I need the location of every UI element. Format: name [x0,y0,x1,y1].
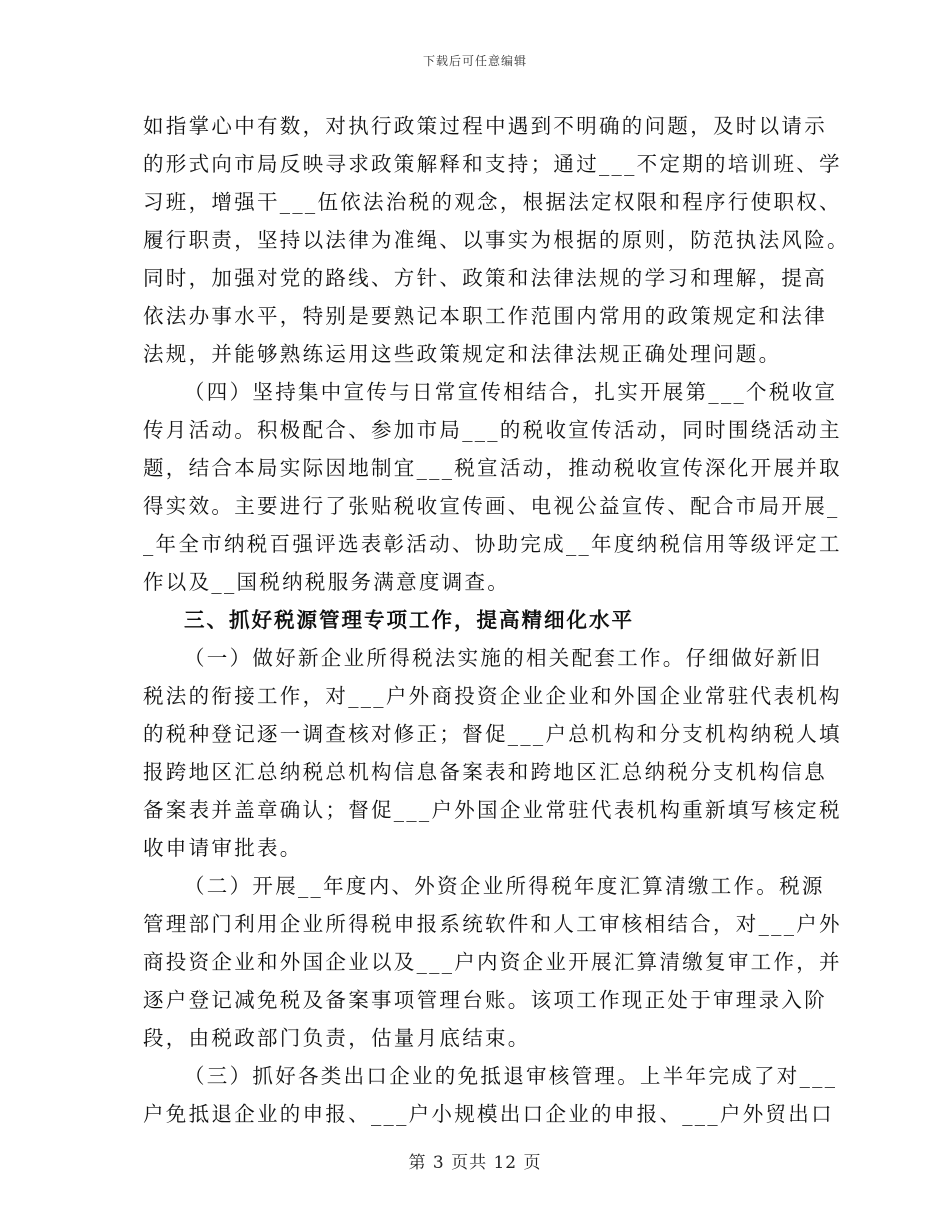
text-line: 报跨地区汇总纳税总机构信息备案表和跨地区汇总纳税分支机构信息 [143,760,827,784]
text-line: 习班，增强干___伍依法治税的观念，根据法定权限和程序行使职权、 [143,190,842,214]
paragraph-start-line: （二）开展__年度内、外资企业所得税年度汇算清缴工作。税源 [184,874,825,898]
text-line: 备案表并盖章确认；督促___户外国企业常驻代表机构重新填写核定税 [143,798,842,822]
text-line: 同时，加强对党的路线、方针、政策和法律法规的学习和理解，提高 [143,266,827,290]
section-heading: 三、抓好税源管理专项工作，提高精细化水平 [184,608,634,632]
page-header: 下载后可任意编辑 [422,54,527,68]
text-line: 题，结合本局实际因地制宜___税宣活动，推动税收宣传深化开展并取 [143,456,842,480]
text-line: 商投资企业和外国企业以及___户内资企业开展汇算清缴复审工作，并 [143,950,842,974]
text-line: 依法办事水平，特别是要熟记本职工作范围内常用的政策规定和法律 [143,304,827,328]
text-line: 税法的衔接工作，对___户外商投资企业企业和外国企业常驻代表机构 [143,684,842,708]
text-line: 如指掌心中有数，对执行政策过程中遇到不明确的问题，及时以请示 [143,114,827,138]
text-line: 法规，并能够熟练运用这些政策规定和法律法规正确处理问题。 [143,342,782,366]
text-line: 逐户登记减免税及备案事项管理台账。该项工作现正处于审理录入阶 [143,988,827,1012]
paragraph-start-line: （三）抓好各类出口企业的免抵退审核管理。上半年完成了对___ [184,1064,838,1088]
paragraph-start-line: （四）坚持集中宣传与日常宣传相结合，扎实开展第___个税收宣 [184,380,838,404]
text-line: 作以及__国税纳税服务满意度调查。 [143,570,511,594]
text-line: 户免抵退企业的申报、___户小规模出口企业的申报、___户外贸出口 [143,1102,834,1126]
text-line: _年全市纳税百强评选表彰活动、协助完成__年度纳税信用等级评定工 [143,532,842,556]
text-line: 传月活动。积极配合、参加市局___的税收宣传活动，同时围绕活动主 [143,418,842,442]
text-line: 的形式向市局反映寻求政策解释和支持；通过___不定期的培训班、学 [143,152,842,176]
text-line: 得实效。主要进行了张贴税收宣传画、电视公益宣传、配合市局开展_ [143,494,840,518]
text-line: 履行职责，坚持以法律为准绳、以事实为根据的原则，防范执法风险。 [143,228,850,252]
text-line: 管理部门利用企业所得税申报系统软件和人工审核相结合，对___户外 [143,912,842,936]
document-body [143,107,850,1133]
page-footer: 第 3 页共 12 页 [408,1153,542,1173]
text-line: 段，由税政部门负责，估量月底结束。 [143,1026,531,1050]
text-line: 收申请审批表。 [143,836,303,860]
paragraph-start-line: （一）做好新企业所得税法实施的相关配套工作。仔细做好新旧 [184,646,823,670]
text-line: 的税种登记逐一调查核对修正；督促___户总机构和分支机构纳税人填 [143,722,842,746]
